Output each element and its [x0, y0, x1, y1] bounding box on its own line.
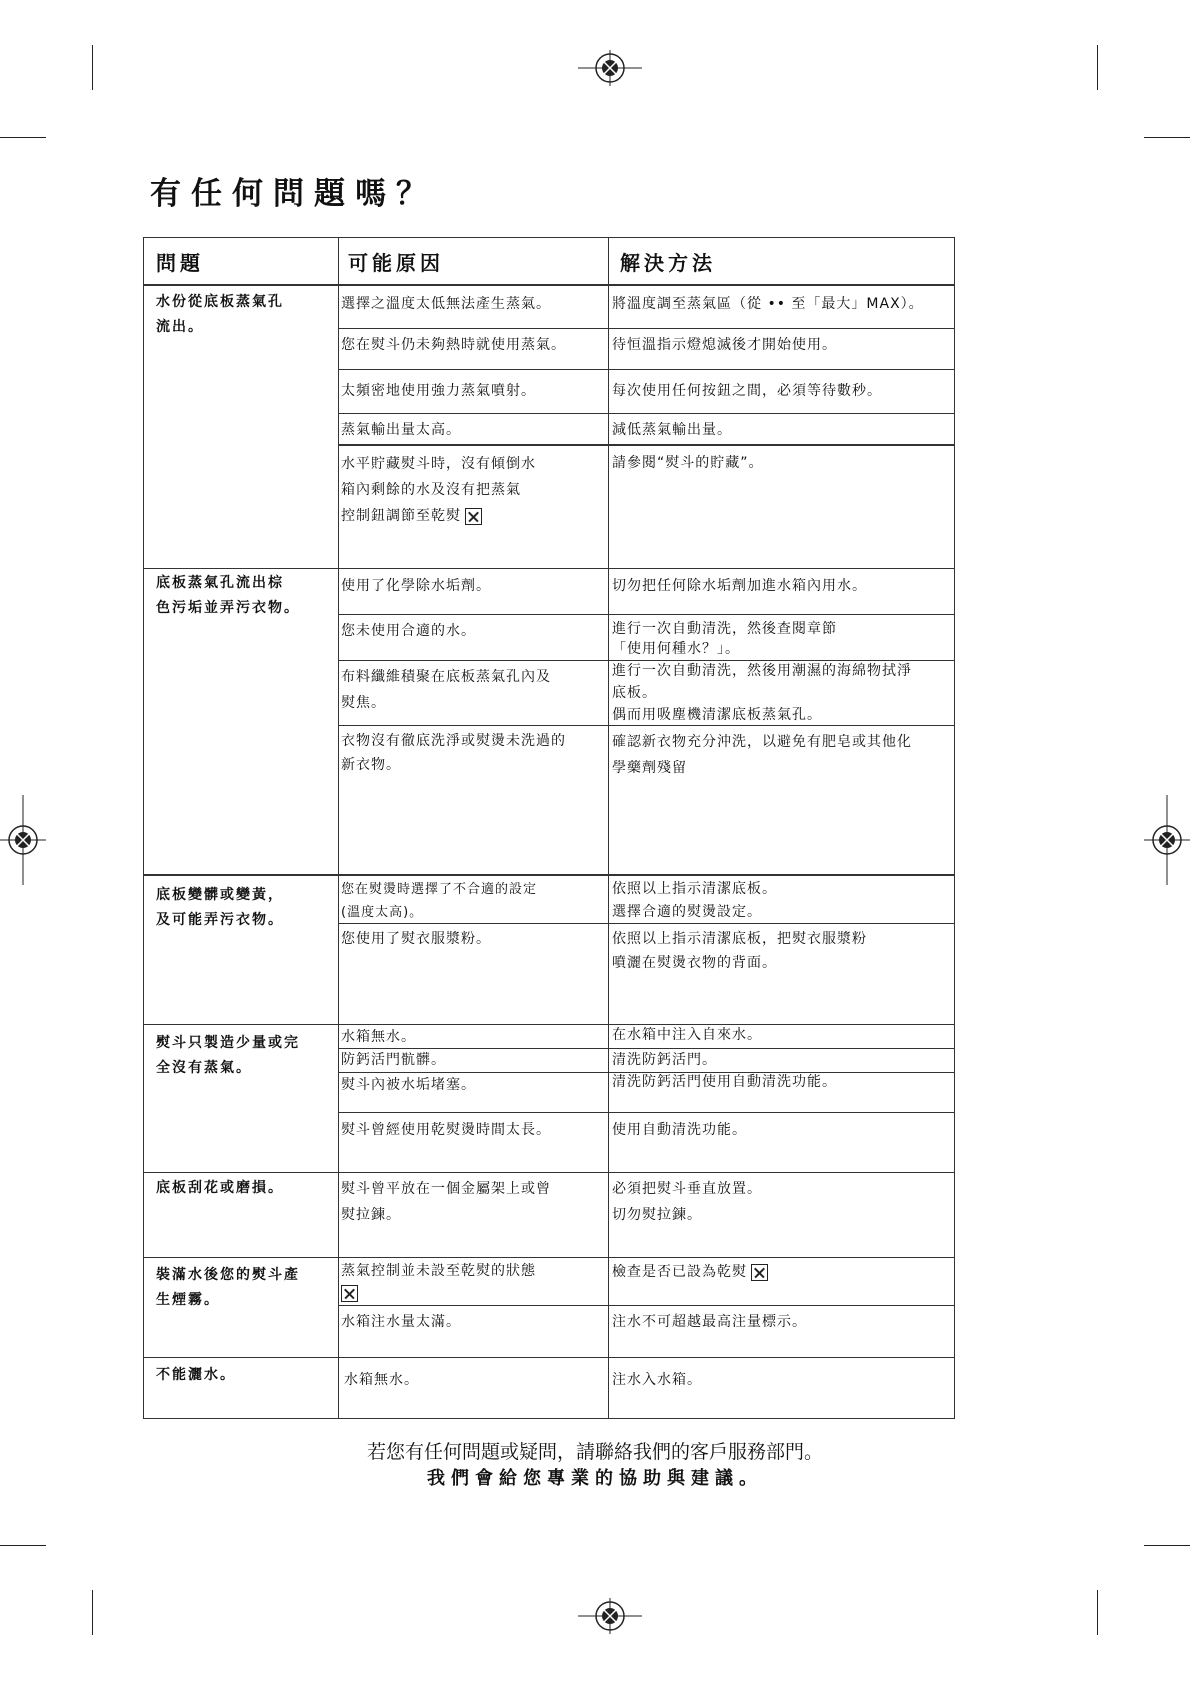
footer-contact-text: 若您有任何問題或疑問，請聯絡我們的客戶服務部門。	[366, 1441, 823, 1463]
cause-cell: 使用了化學除水垢劑。	[341, 578, 491, 594]
registration-mark-icon	[0, 795, 46, 885]
problem-label: 水份從底板蒸氣孔 流出。	[156, 294, 284, 335]
solution-cell: 減低蒸氣輸出量。	[612, 422, 732, 438]
solution-cell: 進行一次自動清洗，然後查閱章節 「使用何種水？」。	[612, 621, 837, 657]
cause-cell: 水箱無水。	[341, 1029, 416, 1045]
cause-text: 蒸氣控制並未設至乾熨的狀態	[341, 1263, 536, 1279]
solution-cell: 依照以上指示清潔底板，把熨衣服漿粉 噴灑在熨燙衣物的背面。	[612, 931, 867, 971]
solution-cell	[612, 1260, 950, 1284]
cause-cell: 衣物沒有徹底洗淨或熨燙未洗過的 新衣物。	[341, 733, 566, 773]
cause-cell: 選擇之溫度太低無法產生蒸氣。	[341, 296, 551, 312]
problem-label: 底板蒸氣孔流出棕 色污垢並弄污衣物。	[156, 575, 300, 616]
cause-cell: 熨斗內被水垢堵塞。	[341, 1077, 476, 1093]
solution-cell: 依照以上指示清潔底板。 選擇合適的熨燙設定。	[612, 881, 777, 920]
troubleshooting-table	[143, 237, 955, 1419]
crop-mark	[1144, 1545, 1190, 1546]
crop-mark	[92, 1590, 93, 1635]
crop-mark	[1097, 1590, 1098, 1635]
dry-iron-symbol-icon	[341, 1285, 358, 1302]
registration-mark-icon	[1144, 795, 1190, 885]
crop-mark	[0, 1545, 46, 1546]
cause-cell: 熨斗曾經使用乾熨燙時間太長。	[341, 1122, 551, 1138]
cause-cell: 水箱無水。	[344, 1372, 419, 1388]
solution-cell: 注水入水箱。	[612, 1372, 702, 1388]
cause-text: 水平貯藏熨斗時，沒有傾倒水 箱內剩餘的水及沒有把蒸氣 控制鈕調節至乾熨	[341, 456, 536, 524]
cause-cell: 您在熨燙時選擇了不合適的設定 (溫度太高)。	[341, 882, 538, 920]
crop-mark	[92, 45, 93, 90]
cause-cell: 您使用了熨衣服漿粉。	[341, 931, 491, 947]
solution-cell: 必須把熨斗垂直放置。 切勿熨拉鍊。	[612, 1181, 762, 1223]
problem-label: 熨斗只製造少量或完 全沒有蒸氣。	[156, 1035, 300, 1076]
solution-cell: 確認新衣物充分沖洗，以避免有肥皂或其他化 學藥劑殘留	[612, 734, 912, 776]
registration-mark-icon	[578, 50, 642, 86]
cause-cell: 熨斗曾平放在一個金屬架上或曾 熨拉鍊。	[341, 1181, 551, 1223]
solution-cell: 清洗防鈣活門使用自動清洗功能。	[612, 1074, 837, 1090]
solution-cell: 在水箱中注入自來水。	[612, 1027, 762, 1043]
cause-cell: 水箱注水量太滿。	[341, 1314, 461, 1330]
solution-cell: 請參閱“熨斗的貯藏”。	[612, 455, 764, 471]
solution-cell: 使用自動清洗功能。	[612, 1122, 747, 1138]
solution-cell: 每次使用任何按鈕之間，必須等待數秒。	[612, 383, 882, 399]
solution-cell: 待恒溫指示燈熄滅後才開始使用。	[612, 337, 837, 353]
solution-cell: 切勿把任何除水垢劑加進水箱內用水。	[612, 578, 867, 594]
crop-mark	[1097, 45, 1098, 90]
solution-cell: 清洗防鈣活門。	[612, 1052, 717, 1068]
crop-mark	[0, 137, 46, 138]
cause-cell: 您未使用合適的水。	[341, 623, 476, 639]
cause-cell	[341, 1260, 603, 1304]
cause-cell: 防鈣活門骯髒。	[341, 1052, 446, 1068]
problem-label: 底板刮花或磨損。	[156, 1180, 284, 1196]
solution-cell: 注水不可超越最高注量標示。	[612, 1314, 807, 1330]
solution-cell: 將溫度調至蒸氣區（從 •• 至「最大」MAX）。	[612, 296, 924, 312]
header-solution: 解決方法	[620, 250, 716, 275]
cause-cell	[341, 451, 603, 529]
cause-cell: 蒸氣輸出量太高。	[341, 422, 461, 438]
cause-cell: 布料纖維積聚在底板蒸氣孔內及 熨焦。	[341, 669, 551, 711]
dry-iron-symbol-icon	[751, 1264, 768, 1281]
header-problem: 問題	[156, 250, 204, 275]
crop-mark	[1144, 137, 1190, 138]
cause-cell: 您在熨斗仍未夠熱時就使用蒸氣。	[341, 337, 566, 353]
registration-mark-icon	[578, 1598, 642, 1634]
dry-iron-symbol-icon	[465, 508, 482, 525]
page-title: 有任何問題嗎？	[150, 176, 437, 212]
problem-label: 裝滿水後您的熨斗產 生煙霧。	[156, 1267, 300, 1308]
problem-label: 底板變髒或變黃， 及可能弄污衣物。	[156, 887, 284, 928]
cause-cell: 太頻密地使用強力蒸氣噴射。	[341, 383, 536, 399]
header-cause: 可能原因	[348, 250, 444, 275]
footer-assistance-text: 我們會給您專業的協助與建議。	[427, 1468, 763, 1489]
solution-text: 檢查是否已設為乾熨	[612, 1264, 747, 1280]
problem-label: 不能灑水。	[156, 1367, 236, 1383]
solution-cell: 進行一次自動清洗，然後用潮濕的海綿物拭淨 底板。 偶而用吸塵機清潔底板蒸氣孔。	[612, 663, 912, 723]
